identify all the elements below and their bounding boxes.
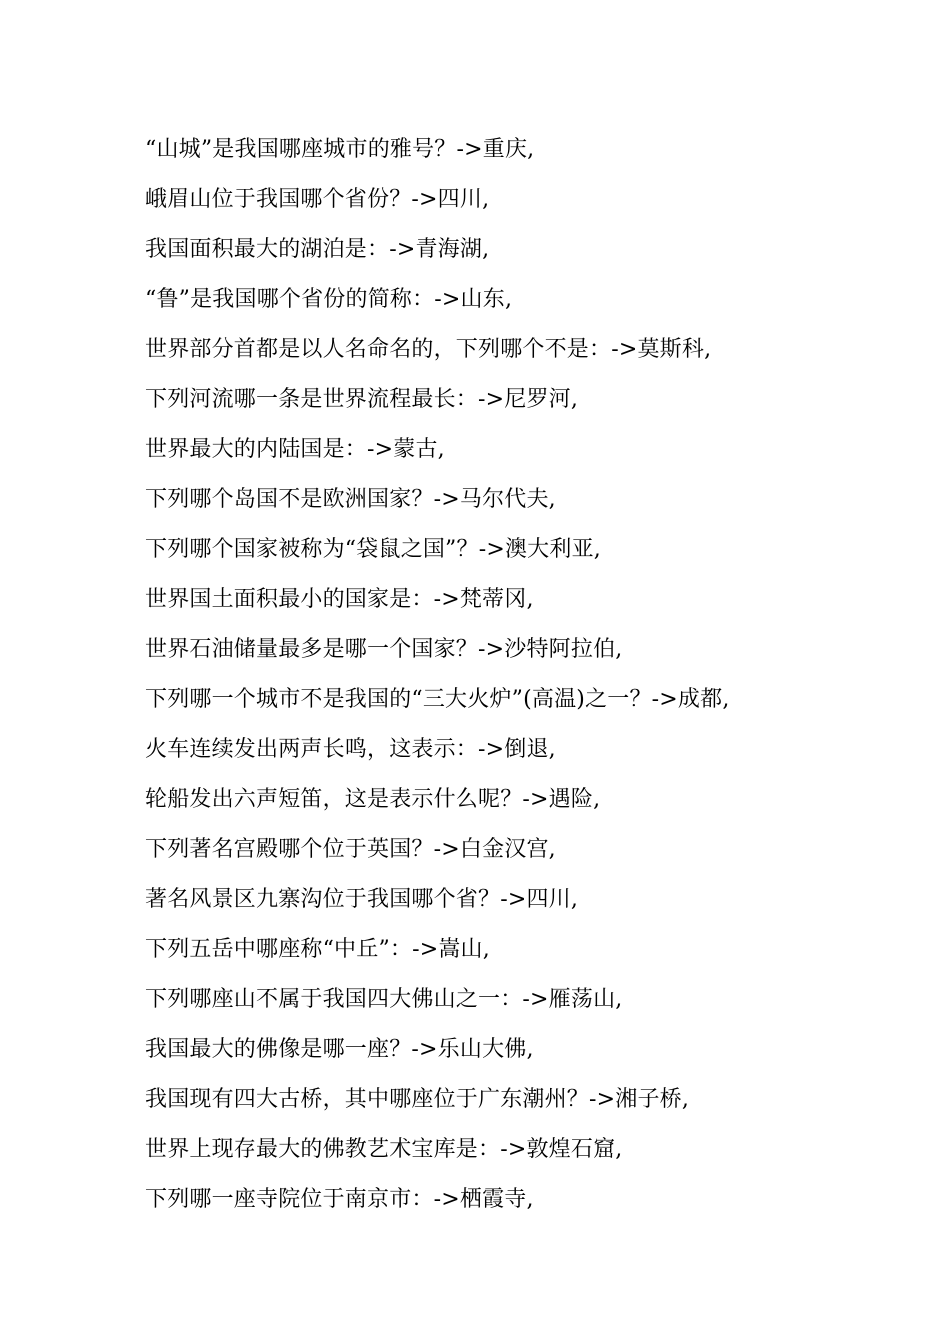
qa-line: 世界国土面积最小的国家是：->梵蒂冈, — [145, 587, 534, 612]
qa-line: “山城”是我国哪座城市的雅号？->重庆, — [145, 137, 535, 162]
qa-line: 下列哪一座寺院位于南京市：->栖霞寺, — [145, 1187, 534, 1212]
qa-line: 世界部分首都是以人名命名的，下列哪个不是：->莫斯科, — [145, 337, 712, 362]
qa-list — [145, 132, 915, 1232]
qa-line: 我国现有四大古桥，其中哪座位于广东潮州？->湘子桥, — [145, 1087, 690, 1112]
qa-line: 火车连续发出两声长鸣，这表示：->倒退, — [145, 737, 556, 762]
qa-line: 下列五岳中哪座称“中丘”：->嵩山, — [145, 937, 490, 962]
qa-line: 世界最大的内陆国是：->蒙古, — [145, 437, 445, 462]
qa-line: 峨眉山位于我国哪个省份？->四川, — [145, 187, 490, 212]
qa-line: 下列著名宫殿哪个位于英国？->白金汉宫, — [145, 837, 556, 862]
qa-line: 下列哪座山不属于我国四大佛山之一：->雁荡山, — [145, 987, 623, 1012]
qa-line: 我国最大的佛像是哪一座？->乐山大佛, — [145, 1037, 534, 1062]
qa-line: “鲁”是我国哪个省份的简称：->山东, — [145, 287, 513, 312]
qa-line: 轮船发出六声短笛，这是表示什么呢？->遇险, — [145, 787, 601, 812]
qa-line: 下列哪个国家被称为“袋鼠之国”？->澳大利亚, — [145, 537, 601, 562]
qa-line: 我国面积最大的湖泊是：->青海湖, — [145, 237, 490, 262]
qa-line: 下列哪个岛国不是欧洲国家？->马尔代夫, — [145, 487, 556, 512]
qa-line: 世界上现存最大的佛教艺术宝库是：->敦煌石窟, — [145, 1137, 623, 1162]
qa-line: 世界石油储量最多是哪一个国家？->沙特阿拉伯, — [145, 637, 623, 662]
qa-line: 著名风景区九寨沟位于我国哪个省？->四川, — [145, 887, 579, 912]
qa-line: 下列哪一个城市不是我国的“三大火炉”(高温)之一？->成都, — [145, 687, 730, 712]
qa-line: 下列河流哪一条是世界流程最长：->尼罗河, — [145, 387, 579, 412]
